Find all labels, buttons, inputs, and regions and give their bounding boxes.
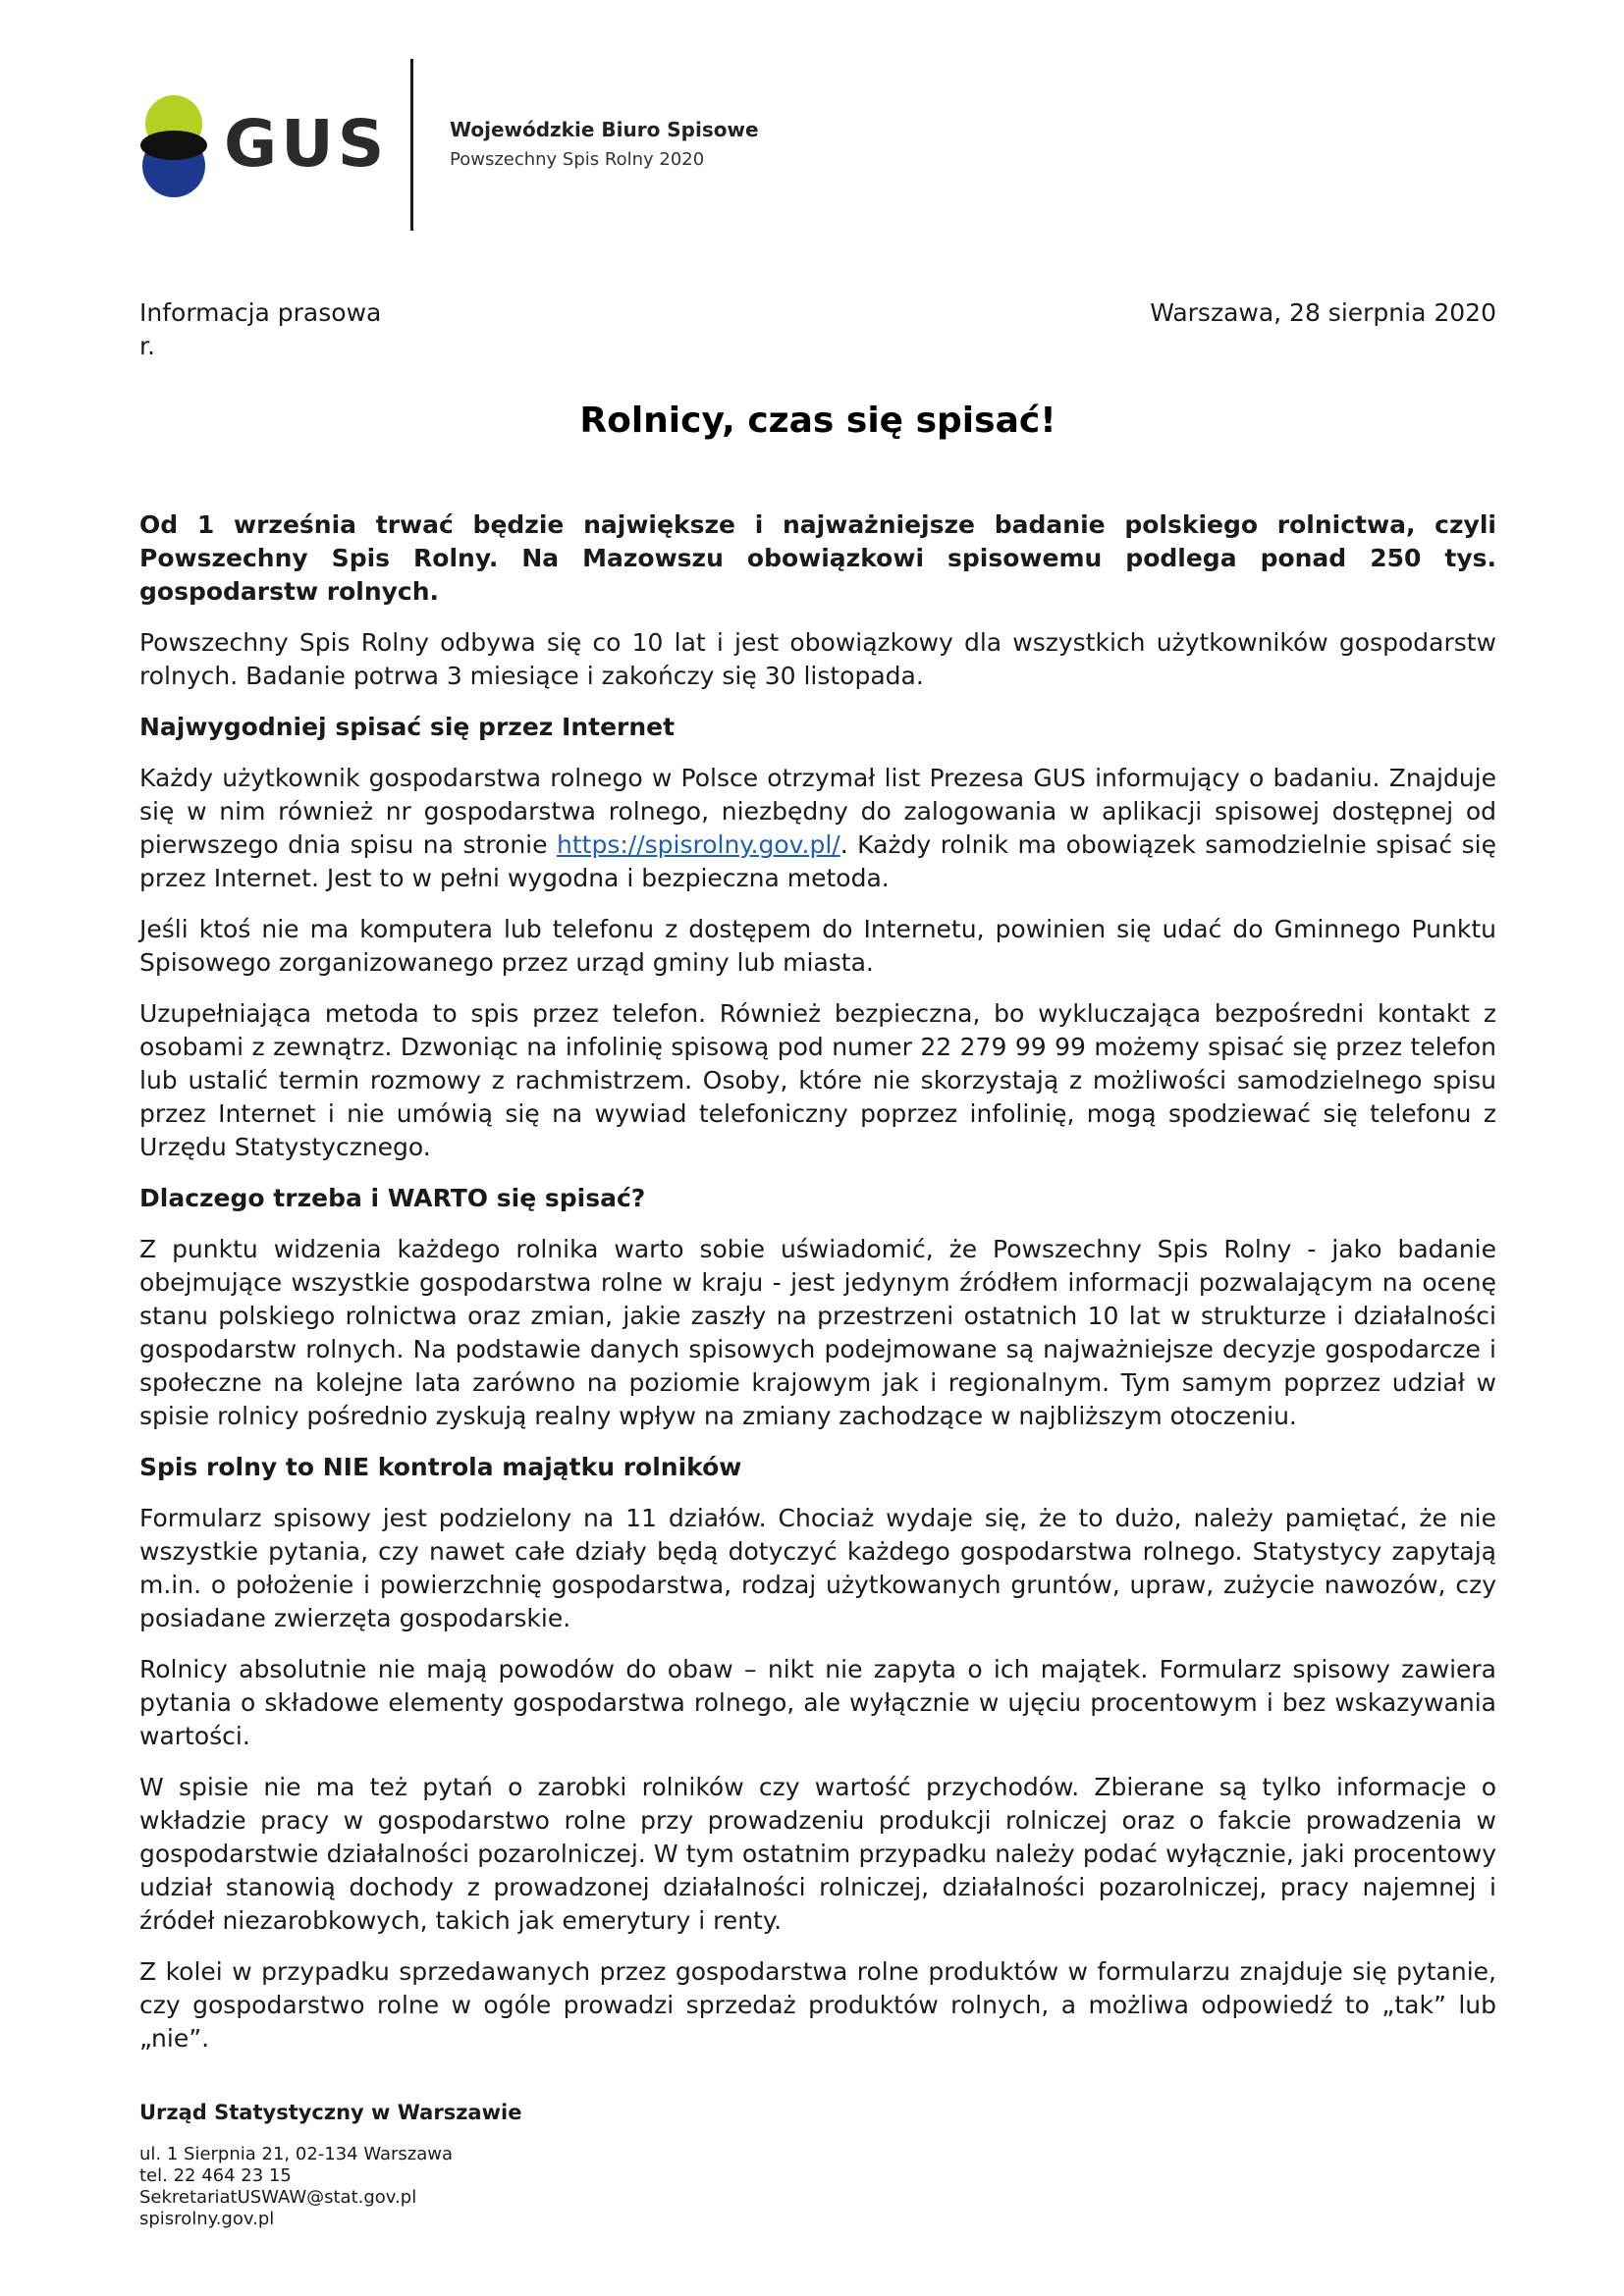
page-title: Rolnicy, czas się spisać! [579, 400, 1056, 441]
place-date: Warszawa, 28 sierpnia 2020 [1150, 298, 1496, 327]
footer-email: SekretariatUSWAW@stat.gov.pl [139, 2187, 417, 2208]
page-footer [139, 2101, 827, 2230]
footer-phone: tel. 22 464 23 15 [139, 2165, 292, 2186]
footer-address: ul. 1 Sierpnia 21, 02-134 Warszawa [139, 2144, 454, 2164]
section-heading-why: Dlaczego trzeba i WARTO się spisać? [139, 1184, 646, 1212]
gus-logo-icon [139, 94, 208, 198]
footer-title: Urząd Statystyczny w Warszawie [139, 2101, 522, 2124]
paragraph-8: W spisie nie ma też pytań o zarobki rolników czy wartość przychodów. Zbierane są tylko informacje o wkładzie pracy w gospodarstwo rolne przy prowadzeniu produkcji rolniczej oraz o fakcie prowadzenia w gospodarstwie działalności pozarolniczej. W tym ostatnim przypadku należy podać wyłącznie, jaki procentowy udział stanowią dochody z prowadzonej działalności rolniczej, działalności pozarolniczej, pracy najemnej i źródeł niezarobkowych, takich jak emerytury i renty. [139, 1773, 1496, 1935]
paragraph-5: Z punktu widzenia każdego rolnika warto sobie uświadomić, że Powszechny Spis Rolny - jako badanie obejmujące wszystkie gospodarstwa rolne w kraju - jest jedynym źródłem informacji pozwalającym na ocenę stanu polskiego rolnictwa oraz zmian, jakie zaszły na przestrzeni ostatnich 10 lat w strukturze i działalności gospodarstw rolnych. Na podstawie danych spisowych podejmowane są najważniejsze decyzje gospodarcze i społeczne na kolejne lata zarówno na poziomie krajowym jak i regionalnym. Tym samym poprzez udział w spisie rolnicy pośrednio zyskują realny wpływ na zmiany zachodzące w najbliższym otoczeniu. [139, 1235, 1496, 1430]
section-heading-not-control: Spis rolny to NIE kontrola majątku rolników [139, 1453, 742, 1481]
logo-wordmark: GUS [224, 106, 389, 182]
doc-type [139, 296, 381, 363]
doc-type-line2: r. [139, 332, 155, 360]
paragraph-6: Formularz spisowy jest podzielony na 11 działów. Chociaż wydaje się, że to dużo, należy pamiętać, że nie wszystkie pytania, czy nawet całe działy będą dotyczyć każdego gospodarstwa rolnego. Statystycy zapytają m.in. o położenie i powierzchnię gospodarstwa, rodzaj użytkowanych gruntów, upraw, zużycie nawozów, czy posiadane zwierzęta gospodarskie. [139, 1504, 1496, 1632]
paragraph-4: Uzupełniająca metoda to spis przez telefon. Również bezpieczna, bo wykluczająca bezpośredni kontakt z osobami z zewnątrz. Dzwoniąc na infolinię spisową pod numer 22 279 99 99 możemy spisać się przez telefon lub ustalić termin rozmowy z rachmistrzem. Osoby, które nie skorzystają z możliwości samodzielnego spisu przez Internet i nie umówią się na wywiad telefoniczny poprzez infolinię, mogą spodziewać się telefonu z Urzędu Statystycznego. [139, 999, 1496, 1161]
doc-type-line1: Informacja prasowa [139, 298, 382, 327]
footer-website: spisrolny.gov.pl [139, 2209, 275, 2229]
paragraph-2-end: . Każdy rolnik ma obowiązek samodzielnie spisać się przez Internet. Jest to w pełni wygodna i bezpieczna metoda. [139, 830, 1496, 892]
office-title: Wojewódzkie Biuro Spisowe [450, 118, 759, 141]
paragraph-9: Z kolei w przypadku sprzedawanych przez gospodarstwa rolne produktów w formularzu znajduje się pytanie, czy gospodarstwo rolne w ogóle prowadzi sprzedaż produktów rolnych, a możliwa odpowiedź to „tak” lub „nie”. [139, 1957, 1496, 2053]
lead-paragraph: Od 1 września trwać będzie największe i najważniejsze badanie polskiego rolnictwa, czyli Powszechny Spis Rolny. Na Mazowszu obowiązkowi spisowemu podlega ponad 250 tys. gospodarstw rolnych. [139, 510, 1496, 606]
section-heading-internet: Najwygodniej spisać się przez Internet [139, 713, 676, 741]
page-header [139, 59, 827, 231]
paragraph-7: Rolnicy absolutnie nie mają powodów do obaw – nikt nie zapyta o ich majątek. Formularz spisowy zawiera pytania o składowe elementy gospodarstwa rolnego, ale wyłącznie w ujęciu procentowym i bez wskazywania wartości. [139, 1655, 1496, 1750]
paragraph-3: Jeśli ktoś nie ma komputera lub telefonu z dostępem do Internetu, powinien się udać do Gminnego Punktu Spisowego zorganizowanego przez urząd gminy lub miasta. [139, 915, 1496, 977]
paragraph-1: Powszechny Spis Rolny odbywa się co 10 lat i jest obowiązkowy dla wszystkich użytkowników gospodarstw rolnych. Badanie potrwa 3 miesiące i zakończy się 30 listopada. [139, 628, 1496, 690]
paragraph-2 [139, 762, 1496, 895]
spisrolny-link[interactable]: https://spisrolny.gov.pl/ [557, 830, 840, 859]
office-subtitle: Powszechny Spis Rolny 2020 [450, 149, 705, 170]
paragraph-2-start: Każdy użytkownik gospodarstwa rolnego w Polsce otrzymał list Prezesa GUS informujący o badaniu. Znajduje się w nim również nr gospodarstwa rolnego, niezbędny do zalogowania w aplikacji spisowej dostępnej od pierwszego dnia spisu na stronie [139, 764, 1496, 859]
article-body [139, 508, 1496, 2073]
header-divider [410, 59, 413, 231]
